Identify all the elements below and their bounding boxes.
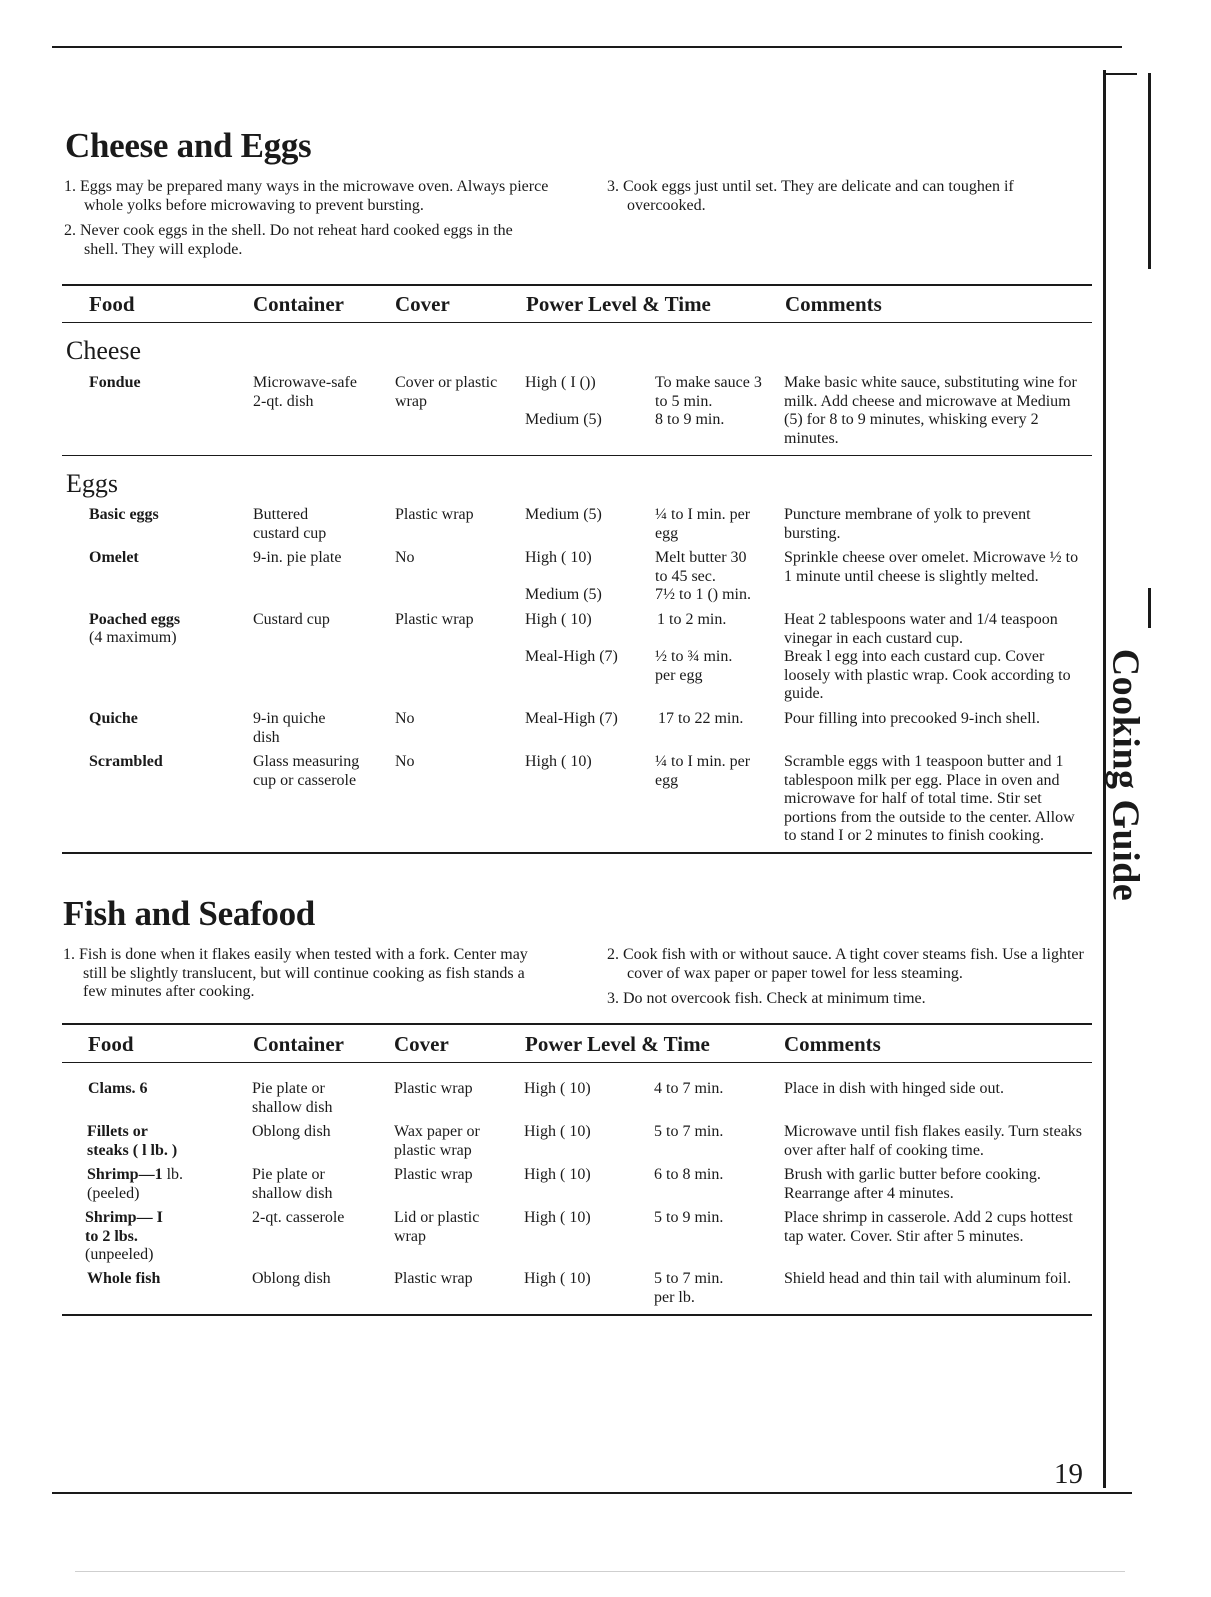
cheese-eggs-notes-left bbox=[64, 178, 550, 266]
container-cell: 9-in quiche dish bbox=[253, 710, 326, 746]
container-cell: Custard cup bbox=[253, 611, 330, 628]
note-item: 2. Never cook eggs in the shell. Do not reheat hard cooked eggs in the shell. They will explode. bbox=[64, 222, 513, 258]
container-cell: 9-in. pie plate bbox=[253, 549, 342, 566]
column-header-container: Container bbox=[253, 1032, 344, 1056]
food-cell bbox=[87, 1166, 202, 1203]
cover-cell: No bbox=[395, 753, 415, 770]
comments-cell: Make basic white sauce, substituting wine for milk. Add cheese and microwave at Medium (5) for 8 to 9 minutes, whisking every 2 minutes. bbox=[784, 374, 1077, 447]
food-cell: Fillets or steaks ( l lb. ) bbox=[87, 1123, 178, 1159]
comments-cell: Microwave until fish flakes easily. Turn steaks over after half of cooking time. bbox=[784, 1123, 1083, 1159]
food-cell: Scrambled bbox=[89, 753, 163, 770]
comments-cell: Puncture membrane of yolk to prevent bursting. bbox=[784, 506, 1031, 542]
side-bar-mid bbox=[1148, 588, 1151, 628]
container-cell: 2-qt. casserole bbox=[252, 1209, 345, 1226]
power-cell: Medium (5) bbox=[525, 506, 602, 523]
power-cell: Meal-High (7) bbox=[525, 710, 618, 727]
column-header-comments: Comments bbox=[784, 1032, 881, 1056]
time-cell: ½ to ¾ min. per egg bbox=[655, 648, 733, 684]
section-title-cheese-eggs: Cheese and Eggs bbox=[65, 126, 312, 165]
cover-cell: Plastic wrap bbox=[394, 1080, 473, 1097]
power-cell: High ( 10) bbox=[524, 1080, 591, 1097]
time-cell: Melt butter 30 to 45 sec. bbox=[655, 549, 747, 585]
food-cell: Fondue bbox=[89, 374, 141, 391]
note-item: 2. Cook fish with or without sauce. A tight cover steams fish. Use a lighter cover of wax paper or paper towel for less steaming. bbox=[607, 946, 1084, 982]
power-cell: High ( 10) bbox=[525, 549, 592, 566]
time-cell: 17 to 22 min. bbox=[658, 710, 744, 727]
note-item: 3. Cook eggs just until set. They are delicate and can toughen if overcooked. bbox=[607, 178, 1014, 214]
container-cell: Pie plate or shallow dish bbox=[252, 1080, 333, 1116]
time-cell: 6 to 8 min. bbox=[654, 1166, 724, 1183]
comments-cell: Brush with garlic butter before cooking. Rearrange after 4 minutes. bbox=[784, 1166, 1041, 1202]
power-cell: High ( 10) bbox=[524, 1209, 591, 1226]
table-rule bbox=[62, 322, 1092, 323]
time-cell: 7½ to 1 () min. bbox=[655, 586, 751, 603]
power-cell: High ( 10) bbox=[525, 611, 592, 628]
side-tab-top bbox=[1105, 73, 1137, 75]
category-heading: Cheese bbox=[66, 336, 142, 365]
comments-cell: Pour filling into precooked 9-inch shell. bbox=[784, 710, 1040, 727]
cover-cell: No bbox=[395, 710, 415, 727]
section-title-fish: Fish and Seafood bbox=[63, 894, 315, 933]
table-rule bbox=[62, 455, 1092, 456]
container-cell: Oblong dish bbox=[252, 1270, 331, 1287]
food-cell: Clams. 6 bbox=[88, 1080, 148, 1097]
top-rule bbox=[52, 46, 1122, 48]
cover-cell: Plastic wrap bbox=[395, 611, 474, 628]
column-header-power: Power Level & Time bbox=[525, 1032, 710, 1056]
column-header-cover: Cover bbox=[394, 1032, 449, 1056]
table-rule bbox=[62, 1062, 1092, 1063]
sidebar-title: Cooking Guide bbox=[1104, 648, 1146, 902]
category-heading: Eggs bbox=[66, 469, 118, 498]
time-cell: To make sauce 3 to 5 min. bbox=[655, 374, 762, 410]
container-cell: Glass measuring cup or casserole bbox=[253, 753, 360, 789]
cover-cell: Lid or plastic wrap bbox=[394, 1209, 480, 1245]
time-cell: 1 to 2 min. bbox=[657, 611, 727, 628]
column-header-cover: Cover bbox=[395, 292, 450, 316]
footer-rule bbox=[75, 1571, 1125, 1572]
comments-cell: Scramble eggs with 1 teaspoon butter and 1 tablespoon milk per egg. Place in oven and microwave for half of total time. Stir set portions from the outside to the center. Allow to stand I or 2 minutes to finish cooking. bbox=[784, 753, 1075, 844]
note-item: 1. Fish is done when it flakes easily when tested with a fork. Center may still be slightly translucent, but will continue cooking as fish stands a few minutes after cooking. bbox=[63, 946, 528, 1000]
time-cell: 5 to 9 min. bbox=[654, 1209, 724, 1226]
fish-notes-right bbox=[607, 946, 1092, 1016]
container-cell: Buttered custard cup bbox=[253, 506, 327, 542]
food-detail: lb. (peeled) bbox=[87, 1166, 184, 1202]
column-header-comments: Comments bbox=[785, 292, 882, 316]
column-header-food: Food bbox=[88, 1032, 134, 1056]
table-rule bbox=[62, 1023, 1092, 1025]
fish-notes-left bbox=[63, 946, 550, 1009]
food-name: Shrimp—1 bbox=[87, 1166, 163, 1183]
container-cell: Microwave-safe 2-qt. dish bbox=[253, 374, 357, 410]
side-bar-upper bbox=[1148, 73, 1151, 269]
container-cell: Pie plate or shallow dish bbox=[252, 1166, 333, 1202]
cheese-eggs-notes-right bbox=[607, 178, 1077, 222]
column-header-container: Container bbox=[253, 292, 344, 316]
page-number: 19 bbox=[1054, 1458, 1083, 1490]
food-cell bbox=[85, 1209, 175, 1265]
time-cell: 8 to 9 min. bbox=[655, 411, 725, 428]
time-cell: ¼ to I min. per egg bbox=[655, 506, 751, 542]
time-cell: ¼ to I min. per egg bbox=[655, 753, 751, 789]
food-name: Shrimp— I to 2 lbs. bbox=[85, 1209, 163, 1245]
cover-cell: Plastic wrap bbox=[394, 1270, 473, 1287]
comments-cell: Sprinkle cheese over omelet. Microwave ½ to 1 minute until cheese is slightly melted. bbox=[784, 549, 1079, 585]
power-cell: High ( 10) bbox=[525, 753, 592, 770]
cover-cell: Wax paper or plastic wrap bbox=[394, 1123, 480, 1159]
table-rule bbox=[62, 1314, 1092, 1316]
food-cell: Omelet bbox=[89, 549, 139, 566]
container-cell: Oblong dish bbox=[252, 1123, 331, 1140]
comments-cell: Shield head and thin tail with aluminum foil. bbox=[784, 1270, 1072, 1287]
power-cell: High ( 10) bbox=[524, 1166, 591, 1183]
power-cell: High ( I ()) bbox=[525, 374, 596, 391]
food-note: (4 maximum) bbox=[89, 629, 177, 646]
time-cell: 4 to 7 min. bbox=[654, 1080, 724, 1097]
cover-cell: Plastic wrap bbox=[394, 1166, 473, 1183]
food-cell: Basic eggs bbox=[89, 506, 159, 523]
time-cell: 5 to 7 min. bbox=[654, 1123, 724, 1140]
cover-cell: No bbox=[395, 549, 415, 566]
table-rule bbox=[62, 284, 1092, 286]
bottom-rule bbox=[52, 1492, 1132, 1494]
comments-cell: Break l egg into each custard cup. Cover loosely with plastic wrap. Cook according to guide. bbox=[784, 648, 1071, 702]
note-item: 3. Do not overcook fish. Check at minimum time. bbox=[607, 990, 926, 1007]
food-cell: Whole fish bbox=[87, 1270, 161, 1287]
comments-cell: Heat 2 tablespoons water and 1/4 teaspoon vinegar in each custard cup. bbox=[784, 611, 1058, 647]
column-header-power: Power Level & Time bbox=[526, 292, 711, 316]
power-cell: High ( 10) bbox=[524, 1270, 591, 1287]
comments-cell: Place in dish with hinged side out. bbox=[784, 1080, 1004, 1097]
food-cell: Quiche bbox=[89, 710, 138, 727]
comments-cell: Place shrimp in casserole. Add 2 cups hottest tap water. Cover. Stir after 5 minutes. bbox=[784, 1209, 1073, 1245]
power-cell: High ( 10) bbox=[524, 1123, 591, 1140]
table-rule bbox=[62, 852, 1092, 854]
cover-cell: Plastic wrap bbox=[395, 506, 474, 523]
power-cell: Medium (5) bbox=[525, 411, 602, 428]
food-detail: (unpeeled) bbox=[85, 1246, 154, 1263]
column-header-food: Food bbox=[89, 292, 135, 316]
power-cell: Medium (5) bbox=[525, 586, 602, 603]
cover-cell: Cover or plastic wrap bbox=[395, 374, 498, 410]
note-item: 1. Eggs may be prepared many ways in the microwave oven. Always pierce whole yolks before microwaving to prevent bursting. bbox=[64, 178, 549, 214]
power-cell: Meal-High (7) bbox=[525, 648, 618, 665]
time-cell: 5 to 7 min. per lb. bbox=[654, 1270, 724, 1306]
food-cell: Poached eggs bbox=[89, 611, 181, 628]
